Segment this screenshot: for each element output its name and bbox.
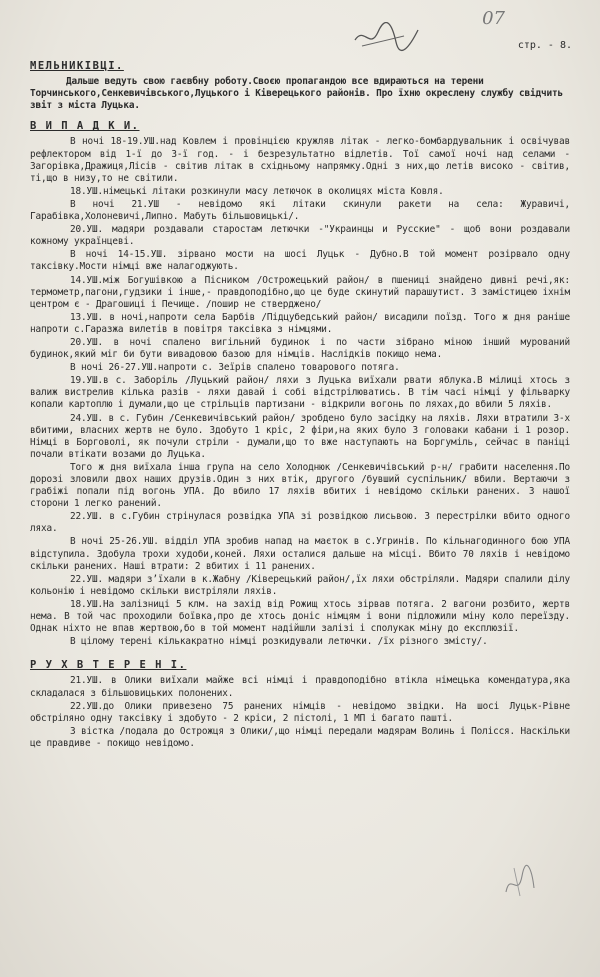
document-body [30, 58, 570, 751]
event-paragraph: В ночі 18-19.УШ.над Ковлем і провінцією кружляв літак - легко-бомбардувальник і освічував рефлектором від 1-ї до 3-ї год. - і безрезультатно відлетів. Тої самої ночі над селами - Загорівка,Дражиця,Лісів - світив літак в східньому напрямку.Одні з них,що летів високо - світив, ті,що в низу,то не світили. [30, 136, 570, 184]
signature-scribble [352, 22, 422, 52]
event-paragraph: 14.УШ.між Богушівкою а Пісником /Острожецький район/ в пшениці знайдено дивні речі,як: термометр,пагони,гудзики і інше,- правдоподібно,що це буде скинутий парашутист. З замістицею іхнім центром є - Драгошиці і Печище. /пошир не стверджено/ [30, 274, 570, 310]
page-number: стр. - 8. [517, 40, 572, 51]
intro-paragraph: Дальше ведуть свою гаєвбну роботу.Своєю пропагандою все вдираються на терени Торчинського,Сенкевичівського,Луцького і Ківерецького районів. Про їхню окреслену службу свідчить звіт з міста Луцька. [30, 76, 563, 112]
event-paragraph: 22.УШ. в с.Губин стрінулася розвідка УПА зі розвідкою лисьвою. З перестрілки вбито одного ляха. [30, 511, 570, 535]
event-paragraph: В цілому терені кількакратно німці розкидували летючки. /їх різного змісту/. [70, 636, 488, 648]
spacer [30, 649, 570, 657]
section-title-events: В И П А Д К И. [30, 120, 140, 133]
event-paragraph: В ночі 25-26.УШ. відділ УПА зробив напад на маєток в с.Угринів. По кільнагодинного бою УПА відступила. Здобула трохи худоби,коней. Ляхи осталися дальше на місці. Вбито 70 ляхів і невідомо скільки ранених. Наші втрати: 2 вбитих і 11 ранених. [30, 536, 570, 572]
event-paragraph: 20.УШ. в ночі спалено вигільний будинок і по части зібрано міною інший мурований будинок,який міг би бути вивадовою базою для німців. Наслідків покищо нема. [30, 336, 570, 361]
event-paragraph: Того ж дня виїхала інша група на село Холоднюк /Сенкевичівський р-н/ грабити населення.По дорозі зловили двох наших друзів.Один з них втік, другого /бувший суспільник/ вбили. Вертаючи з грабіжі попали під вогонь УПА. До вбило 17 ляхів вбитих і невідомо скільки ранених. З нашої сторони 1 легко ранений. [30, 461, 570, 510]
movement-paragraph: З вістка /подала до Острожця з Олики/,що німці передали мадярам Волинь і Полісся. Наскільки це правдиве - покищо невідомо. [30, 725, 570, 749]
event-paragraph: 18.УШ.німецькі літаки розкинули масу летючок в околицях міста Ковля. [70, 185, 444, 197]
event-paragraph: В ночі 26-27.УШ.напроти с. Зеїрів спалено товарового потяга. [70, 362, 400, 374]
event-paragraph: В ночі 21.УШ - невідомо які літаки скинули ракети на села: Журавичі, Гарабівка,Холоневичі,Липно. Мабуть більшовицькі/. [30, 198, 570, 223]
handwritten-mark [500, 862, 540, 902]
event-paragraph: 13.УШ. в ночі,напроти села Барбів /Підцубедський район/ висадили поїзд. Того ж дня раніше напроти с.Гаразжа вилетів в повітря таксівка з німцями. [30, 311, 570, 335]
event-paragraph: В ночі 14-15.УШ. зірвано мости на шосі Луцьк - Дубно.В той момент розірвало одну таксівку.Мости німці вже налагоджують. [30, 249, 570, 273]
movement-paragraph: 22.УШ.до Олики привезено 75 ранених німців - невідомо звідки. На шосі Луцьк-Рівне обстріляно одну таксівку і здобуто - 2 кріси, 2 пістолі, 1 МП і багато пашті. [30, 700, 570, 724]
event-paragraph: 20.УШ. мадяри роздавали старостам летючки -"Украинцы и Русские" - щоб вони роздавали кожному українцеві. [30, 224, 570, 248]
event-paragraph: 22.УШ. мадяри з’їхали в к.Жабну /Ківерецький район/,їх ляхи обстріляли. Мадяри спалили ділу кольонію і невідомо скільки вистріляли ляхів. [30, 573, 570, 597]
movement-paragraph: 21.УШ. в Олики виїхали майже всі німці і правдоподібно втікла німецька комендатура,яка складалася з більшовицьких полонених. [30, 675, 570, 699]
section-title-movement: Р У Х В Т Е Р Е Н І. [30, 659, 187, 672]
section-title-melnykivtsi: МЕЛЬНИКІВЦІ. [30, 60, 124, 72]
event-paragraph: 18.УШ.На залізниці 5 клм. на захід від Рожищ хтось зірвав потяга. 2 вагони розбито, жертв нема. В той час проходили боївка,про де хтось доніс німцям і вони підложили міну коло переїзду. Однак ніхто не впав жертвою,бо в той момент надійшли залізі і сполукак міну до експлюзії. [30, 598, 570, 635]
event-paragraph: 24.УШ. в с. Губин /Сенкевичівський район/ зробдено було засідку на ляхів. Ляхи втратили 3-х вбитими, власних жертв не було. Здобуто 1 кріс, 2 фіри,на яких було 3 головаки кабани і 1 розор. Німці в Борговолі, як почули стріли - думали,що то вже наступають на Боргуміль, сейчас в паніці почали втікати возами до Луцька. [30, 412, 570, 460]
event-paragraph: 19.УШ.в с. Заборіль /Луцький район/ ляхи з Луцька виїхали рвати яблука.В мілиці хтось з валиж вистрелив кілька разів - ляхи давай і собі відстрілюватись. В тім часі німці у фільварку копали картоплю і думали,що це стрільців партизани - відкрили вогонь по ляхах,до вбили 5 ляхів. [30, 375, 570, 411]
handwritten-note: 07 [482, 8, 505, 29]
